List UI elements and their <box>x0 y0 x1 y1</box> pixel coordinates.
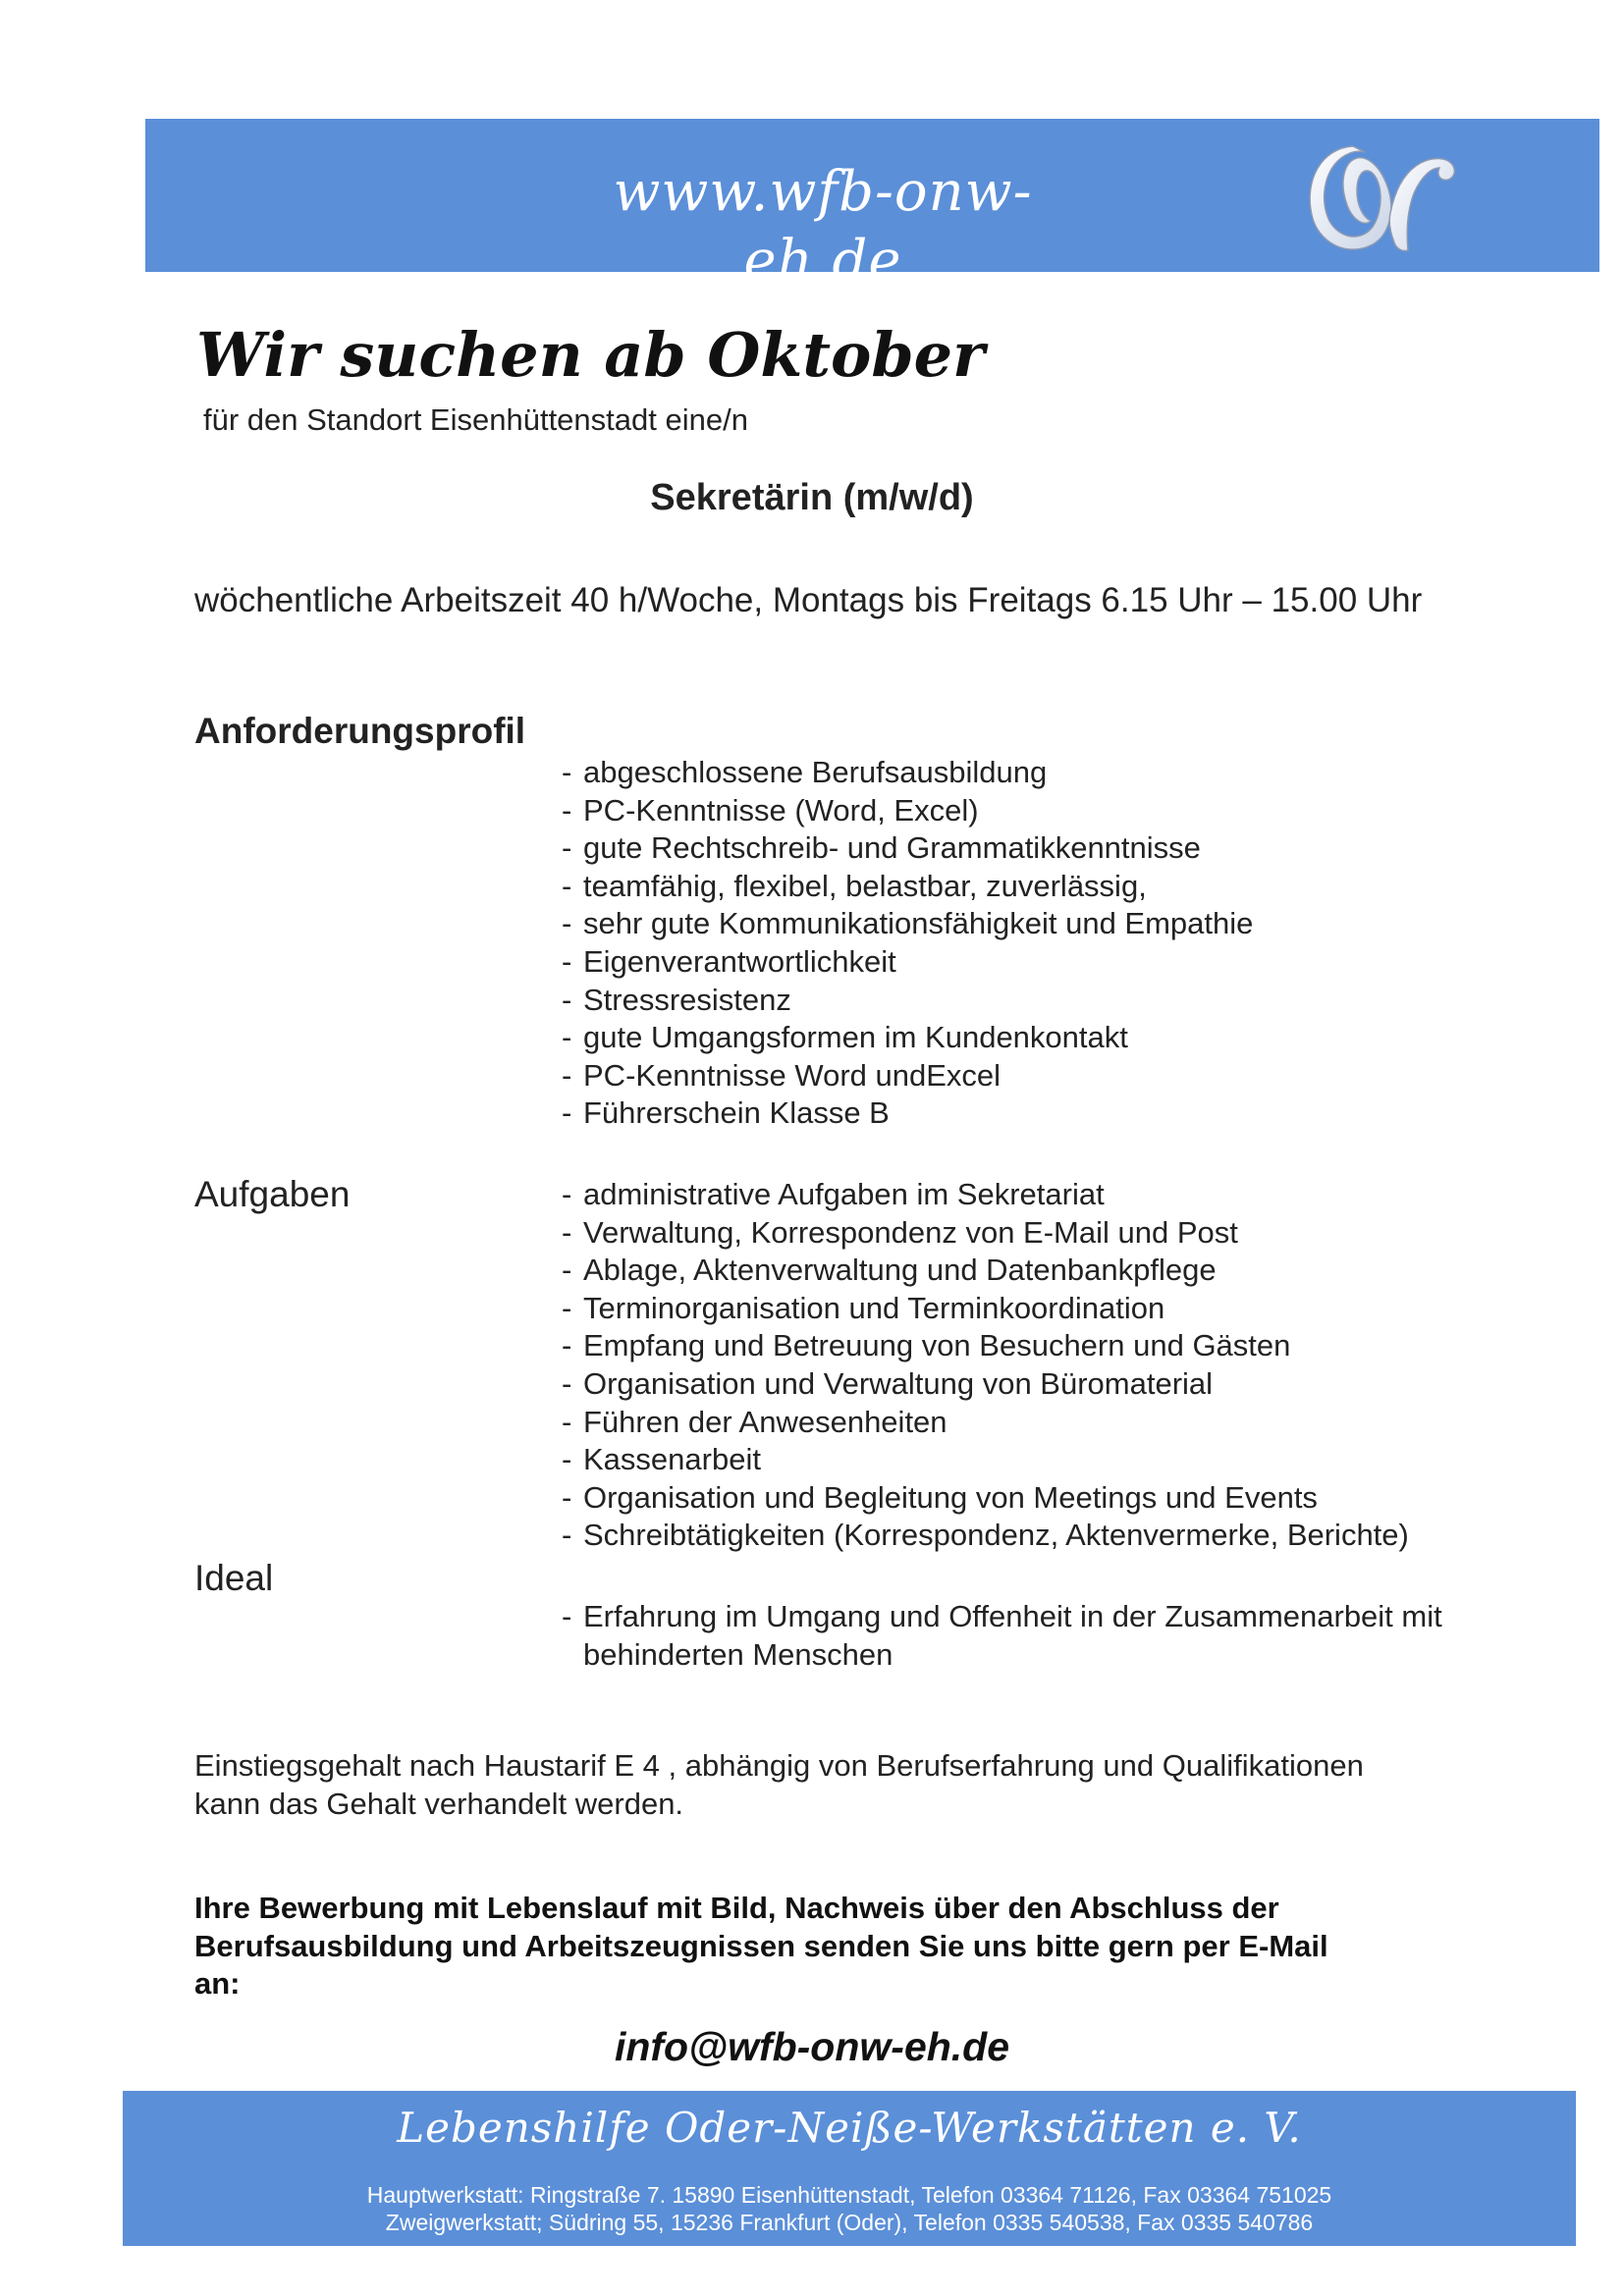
list-item: - PC-Kenntnisse (Word, Excel) <box>562 792 979 828</box>
list-item: - Terminorganisation und Terminkoordination <box>562 1290 1165 1325</box>
application-text <box>194 1890 1530 2003</box>
application-line: an: <box>194 1966 241 2002</box>
tasks-label: Aufgaben <box>194 1174 351 1214</box>
list-item: - Erfahrung im Umgang und Offenheit in der Zusammenarbeit mit behinderten Menschen <box>562 1599 1442 1672</box>
location-line: für den Standort Eisenhüttenstadt eine/n <box>203 402 748 437</box>
list-item: - Führerschein Klasse B <box>562 1095 890 1131</box>
list-item: - Stressresistenz <box>562 982 791 1017</box>
job-title: Sekretärin (m/w/d) <box>650 477 974 518</box>
list-item: - Ablage, Aktenverwaltung und Datenbankpflege <box>562 1253 1217 1288</box>
ideal-list <box>562 1598 1442 1674</box>
application-line: Berufsausbildung und Arbeitszeugnissen senden Sie uns bitte gern per E-Mail <box>194 1928 1328 1963</box>
list-item: - Eigenverantwortlichkeit <box>562 943 896 979</box>
header-banner <box>145 119 1599 293</box>
list-item: - sehr gute Kommunikationsfähigkeit und Empathie <box>562 906 1254 941</box>
requirements-list <box>562 754 1253 1133</box>
ideal-label: Ideal <box>194 1558 274 1598</box>
branch-workshop-address: Zweigwerkstatt; Südring 55, 15236 Frankfurt (Oder), Telefon 0335 540538, Fax 0335 540786 <box>385 2210 1314 2235</box>
application-line: Ihre Bewerbung mit Lebenslauf mit Bild, Nachweis über den Abschluss der <box>194 1891 1279 1925</box>
website-link[interactable]: www.wfb-onw-eh.de <box>613 160 1033 293</box>
salary-line: Einstiegsgehalt nach Haustarif E 4 , abhängig von Berufserfahrung und Qualifikationen <box>194 1748 1364 1783</box>
list-item: - abgeschlossene Berufsausbildung <box>562 755 1048 789</box>
list-item: - Empfang und Betreuung von Besuchern und Gästen <box>562 1328 1291 1363</box>
requirements-label: Anforderungsprofil <box>194 711 526 751</box>
main-workshop-address: Hauptwerkstatt: Ringstraße 7. 15890 Eisenhüttenstadt, Telefon 03364 71126, Fax 03364 751025 <box>366 2182 1332 2208</box>
wfb-onw-logo-icon <box>1284 119 1481 272</box>
organization-name: Lebenshilfe Oder-Neiße-Werkstätten e. V. <box>397 2104 1302 2152</box>
list-item: - administrative Aufgaben im Sekretariat <box>562 1177 1105 1211</box>
headline: Wir suchen ab Oktober <box>196 319 985 391</box>
list-item: - teamfähig, flexibel, belastbar, zuverlässig, <box>562 868 1147 903</box>
list-item: - Kassenarbeit <box>562 1442 761 1477</box>
salary-line: kann das Gehalt verhandelt werden. <box>194 1786 684 1821</box>
tasks-list <box>562 1176 1409 1555</box>
working-hours: wöchentliche Arbeitszeit 40 h/Woche, Montags bis Freitags 6.15 Uhr – 15.00 Uhr <box>194 581 1423 619</box>
salary-text <box>194 1747 1549 1823</box>
list-item: - gute Rechtschreib- und Grammatikkenntnisse <box>562 830 1201 866</box>
list-item: - Organisation und Verwaltung von Büromaterial <box>562 1365 1214 1401</box>
list-item: - Führen der Anwesenheiten <box>562 1404 947 1439</box>
contact-email-link[interactable]: info@wfb-onw-eh.de <box>614 2024 1010 2069</box>
footer-banner <box>123 2091 1576 2246</box>
list-item: - Schreibtätigkeiten (Korrespondenz, Aktenvermerke, Berichte) <box>562 1518 1409 1553</box>
list-item: - Verwaltung, Korrespondenz von E-Mail und Post <box>562 1214 1238 1250</box>
list-item: - gute Umgangsformen im Kundenkontakt <box>562 1020 1128 1055</box>
list-item: - Organisation und Begleitung von Meetings und Events <box>562 1479 1318 1515</box>
list-item: - PC-Kenntnisse Word undExcel <box>562 1057 1001 1093</box>
